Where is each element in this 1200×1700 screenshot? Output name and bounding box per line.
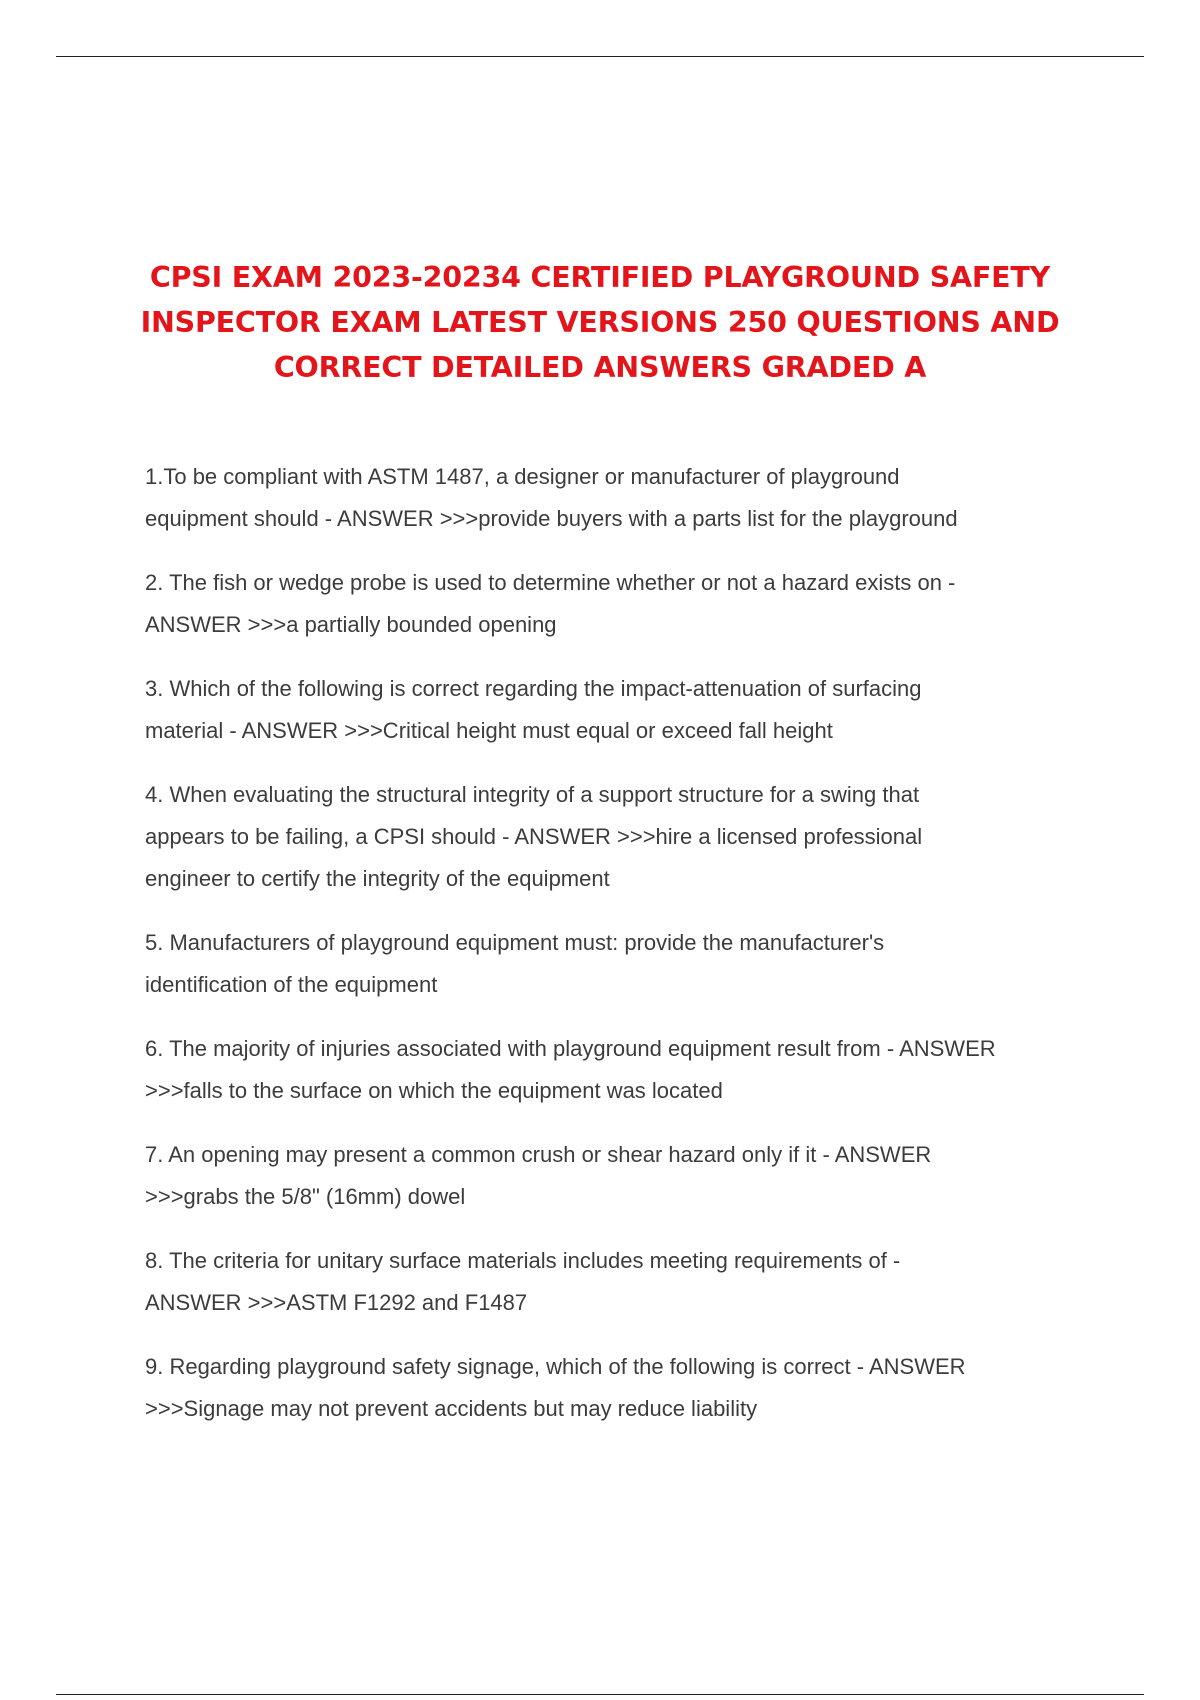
question-item xyxy=(145,774,1085,900)
question-line: identification of the equipment xyxy=(145,972,438,997)
question-item xyxy=(145,456,1085,540)
question-item xyxy=(145,1346,1085,1430)
question-line: 9. Regarding playground safety signage, which of the following is correct - ANSWER xyxy=(145,1354,966,1379)
question-line: 4. When evaluating the structural integrity of a support structure for a swing that xyxy=(145,782,920,807)
question-line: 1.To be compliant with ASTM 1487, a designer or manufacturer of playground xyxy=(145,464,900,489)
question-line: 2. The fish or wedge probe is used to determine whether or not a hazard exists on - xyxy=(145,570,956,595)
question-line: 7. An opening may present a common crush or shear hazard only if it - ANSWER xyxy=(145,1142,932,1167)
question-line: 3. Which of the following is correct regarding the impact-attenuation of surfacing xyxy=(145,676,922,701)
question-line: 5. Manufacturers of playground equipment must: provide the manufacturer's xyxy=(145,930,885,955)
question-item xyxy=(145,668,1085,752)
question-line: ANSWER >>>a partially bounded opening xyxy=(145,612,557,637)
question-line: material - ANSWER >>>Critical height must equal or exceed fall height xyxy=(145,718,833,743)
question-line: >>>Signage may not prevent accidents but may reduce liability xyxy=(145,1396,758,1421)
question-item xyxy=(145,562,1085,646)
question-line: equipment should - ANSWER >>>provide buyers with a parts list for the playground xyxy=(145,506,958,531)
question-line: 8. The criteria for unitary surface materials includes meeting requirements of - xyxy=(145,1248,901,1273)
question-line: 6. The majority of injuries associated with playground equipment result from - ANSWER xyxy=(145,1036,996,1061)
question-item xyxy=(145,1028,1085,1112)
question-list xyxy=(145,456,1085,1452)
question-line: appears to be failing, a CPSI should - ANSWER >>>hire a licensed professional xyxy=(145,824,923,849)
question-item xyxy=(145,922,1085,1006)
question-item xyxy=(145,1240,1085,1324)
title-line: INSPECTOR EXAM LATEST VERSIONS 250 QUESTIONS AND xyxy=(140,306,1060,340)
question-line: engineer to certify the integrity of the equipment xyxy=(145,866,610,891)
top-divider xyxy=(56,56,1144,57)
question-line: ANSWER >>>ASTM F1292 and F1487 xyxy=(145,1290,528,1315)
title-line: CPSI EXAM 2023-20234 CERTIFIED PLAYGROUND SAFETY xyxy=(149,261,1051,295)
question-line: >>>grabs the 5/8" (16mm) dowel xyxy=(145,1184,466,1209)
question-line: >>>falls to the surface on which the equipment was located xyxy=(145,1078,723,1103)
bottom-divider xyxy=(56,1694,1144,1695)
title-line: CORRECT DETAILED ANSWERS GRADED A xyxy=(273,351,927,385)
document-title xyxy=(130,255,1070,390)
question-item xyxy=(145,1134,1085,1218)
